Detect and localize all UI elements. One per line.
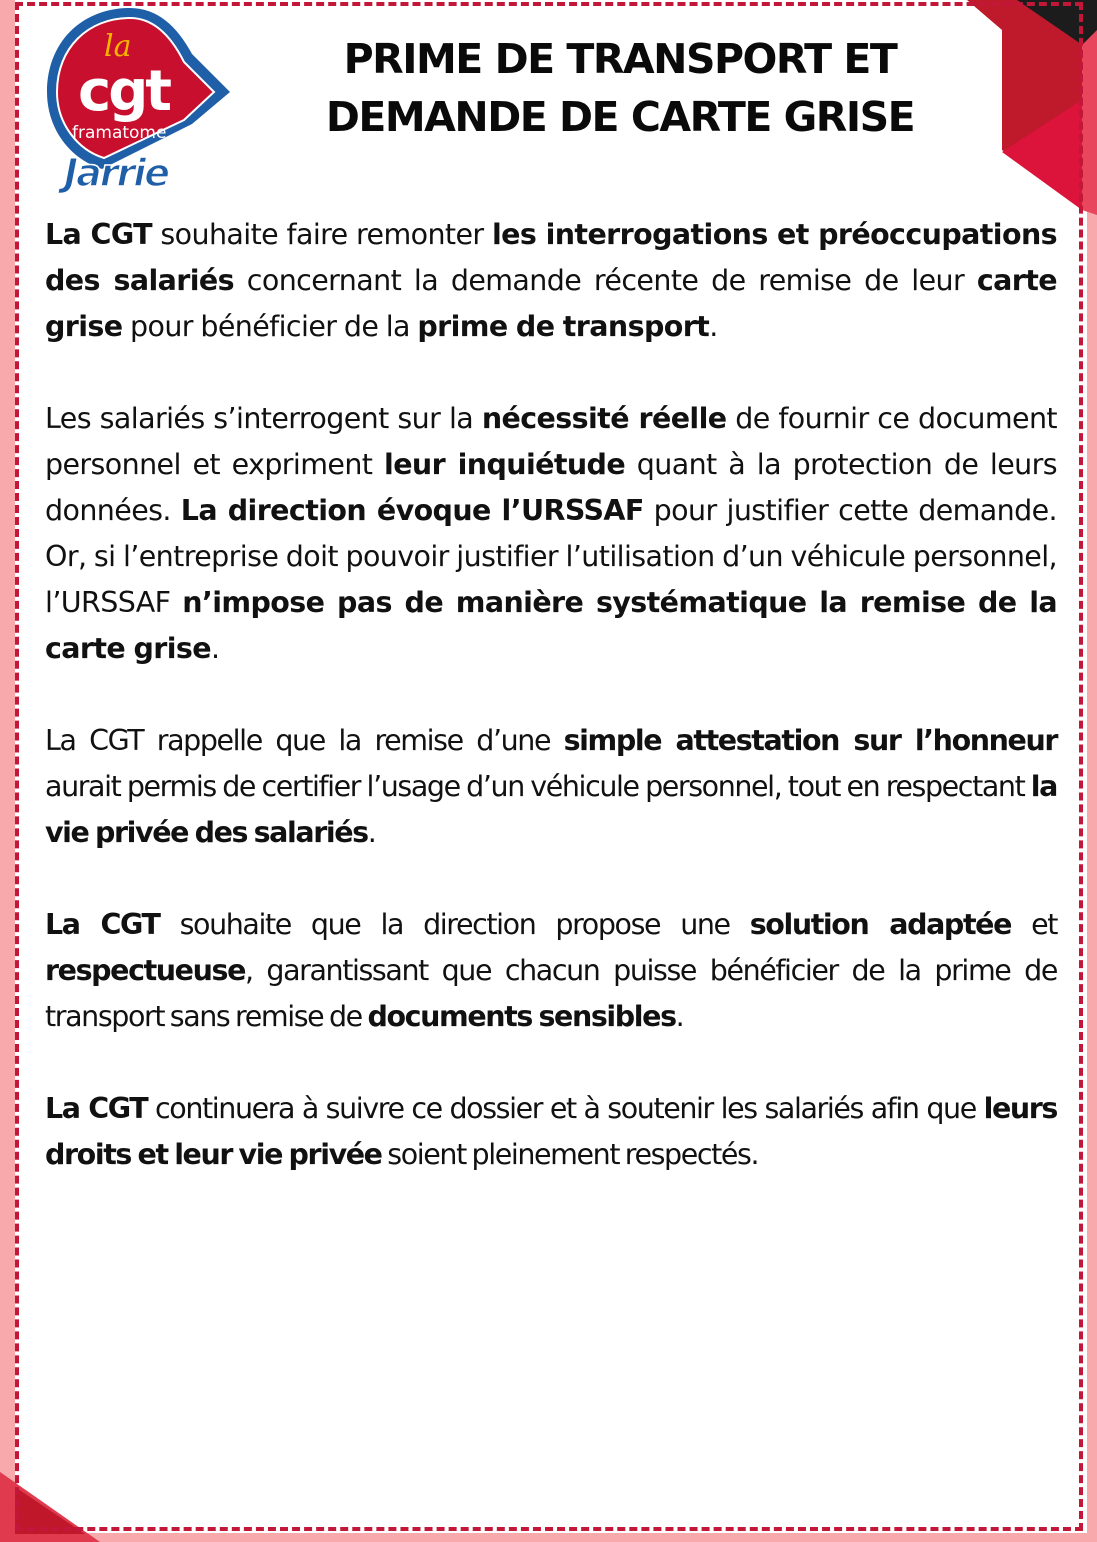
text-bold: respectueuse (45, 954, 245, 987)
paragraph-3 (45, 718, 1057, 856)
text: La CGT rappelle que la remise d’une (45, 724, 564, 757)
text: quant à la protection de leurs données. (45, 448, 1058, 527)
text-bold: La CGT (45, 218, 152, 251)
text-bold: carte grise (45, 264, 1057, 343)
article-body (45, 212, 1057, 1224)
text-bold: les interrogations et préoccupations des salariés (45, 218, 1057, 297)
text: . (367, 816, 376, 849)
svg-text:Jarrie: Jarrie (64, 151, 169, 194)
page-title (310, 30, 930, 146)
text-bold: solution adaptée (749, 908, 1012, 941)
title-line-2: DEMANDE DE CARTE GRISE (325, 93, 915, 141)
text: aurait permis de certifier l’usage d’un véhicule personnel, tout en respectant (45, 770, 1031, 803)
text-bold: nécessité réelle (481, 402, 727, 435)
text: . (675, 1000, 684, 1033)
frame-right (1087, 0, 1097, 1542)
text: concernant la demande récente de remise de leur (234, 264, 977, 297)
text: . (709, 310, 718, 343)
text: Les salariés s’interrogent sur la (45, 402, 482, 435)
frame-left (0, 0, 15, 1542)
text: continuera à suivre ce dossier et à soutenir les salariés afin que (147, 1092, 984, 1125)
text-bold: La CGT (45, 1092, 148, 1125)
paragraph-5 (45, 1086, 1057, 1178)
text-bold: n’impose pas de manière systématique la remise de la carte grise (45, 586, 1057, 665)
text: de fournir ce document personnel et expriment (45, 402, 1058, 481)
text: , garantissant que chacun puisse bénéficier de la prime de transport sans remise de (45, 954, 1057, 1033)
text-bold: leurs droits et leur vie privée (45, 1092, 1058, 1171)
title-line-1: PRIME DE TRANSPORT ET (343, 35, 897, 83)
text: et (1011, 908, 1057, 941)
text-bold: La direction évoque l’URSSAF (180, 494, 644, 527)
text: . (210, 632, 220, 665)
text-bold: simple attestation sur l’honneur (563, 724, 1058, 757)
text-bold: documents sensibles (367, 1000, 676, 1033)
paragraph-4 (45, 902, 1057, 1040)
text-bold: la vie privée des salariés (45, 770, 1057, 849)
svg-text:framatome: framatome (72, 123, 167, 143)
frame-bottom (0, 1533, 1097, 1542)
cgt-framatome-jarrie-logo (42, 4, 232, 194)
svg-text:cgt: cgt (78, 59, 170, 124)
text: souhaite faire remonter (151, 218, 492, 251)
text: pour justifier cette demande. Or, si l’entreprise doit pouvoir justifier l’utilisation d’un véhicule personnel, l’URSSAF (45, 494, 1057, 619)
svg-text:la: la (104, 29, 132, 64)
text: pour bénéficier de la (122, 310, 418, 343)
paragraph-1 (45, 212, 1057, 350)
text-bold: prime de transport (417, 310, 710, 343)
text-bold: La CGT (45, 908, 160, 941)
text: souhaite que la direction propose une (159, 908, 750, 941)
paragraph-2 (45, 396, 1057, 672)
text: soient pleinement respectés. (381, 1138, 759, 1171)
text-bold: leur inquiétude (384, 448, 626, 481)
